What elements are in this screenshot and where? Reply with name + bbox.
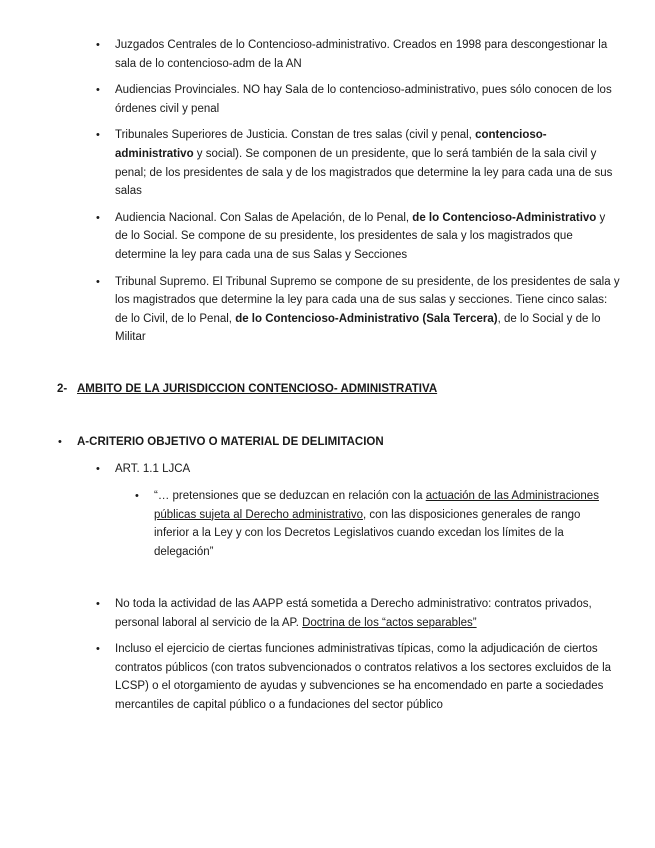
section-heading: 2- AMBITO DE LA JURISDICCION CONTENCIOSO- ADMINISTRATIVA <box>57 383 438 395</box>
list-item-audiencias: • Audiencias Provinciales. NO hay Sala de lo contencioso-administrativo, pues sólo conocen de los órdenes civil y penal <box>115 81 620 118</box>
list-item-tribunal-supremo: • Tribunal Supremo. El Tribunal Supremo se compone de su presidente, de los presidentes de sala y los magistrados que determine la ley para cada una de sus salas y secciones. Tiene cinco salas: de lo Civil, de lo Penal, de lo Contencioso-Administrativo (Sala Tercera), de lo Social y de lo Militar <box>115 273 620 347</box>
bullet-icon: • <box>96 39 100 51</box>
court-list <box>96 36 620 347</box>
list-item-art: • ART. 1.1 LJCA <box>115 460 615 479</box>
list-item-funciones: • Incluso el ejercicio de ciertas funciones administrativas típicas, como la adjudicación de ciertos contratos públicos (con tratos subvencionados o contratos relativos a los sectores excluidos de la LCSP) o el otorgamiento de ayudas y subvenciones se ha encomendado en parte a sociedades mercantiles de capital público o a fundaciones del sector público <box>115 640 615 714</box>
list-item-quote: • “… pretensiones que se deduzcan en relación con la actuación de las Administraciones públicas sujeta al Derecho administrativo, con las disposiciones generales de rango inferior a la Ley y con los Decretos Legislativos cuando excedan los límites de la delegación” <box>154 487 614 561</box>
list-item-actividad-aapp: • No toda la actividad de las AAPP está sometida a Derecho administrativo: contratos privados, personal laboral al servicio de la AP. Doctrina de los “actos separables” <box>115 595 615 632</box>
bullet-icon: • <box>96 463 100 475</box>
list-item-juzgados: • Juzgados Centrales de lo Contencioso-administrativo. Creados en 1998 para descongestionar la sala de lo contencioso-adm de la AN <box>115 36 620 73</box>
quote-link[interactable]: actuación de las Administraciones públicas sujeta al Derecho administrativo <box>154 490 599 521</box>
bullet-icon: • <box>135 490 139 502</box>
bullet-icon: • <box>96 598 100 610</box>
notes-list <box>96 595 615 715</box>
bullet-icon: • <box>96 643 100 656</box>
bullet-icon: • <box>96 84 100 97</box>
quote-list <box>135 487 614 561</box>
bullet-icon: • <box>96 275 100 288</box>
criterio-heading: • A-CRITERIO OBJETIVO O MATERIAL DE DELIMITACION <box>77 433 384 452</box>
art-list <box>96 460 615 479</box>
bullet-icon: • <box>96 211 100 224</box>
list-item-audiencia-nacional: • Audiencia Nacional. Con Salas de Apelación, de lo Penal, de lo Contencioso-Administrativo y de lo Social. Se compone de su presidente, los presidentes de sala y los magistrados que determine la ley para cada una de sus Salas y Secciones <box>115 209 620 265</box>
actos-separables-link[interactable]: Doctrina de los “actos separables” <box>302 616 477 629</box>
bullet-icon: • <box>96 129 100 142</box>
list-item-tsj: • Tribunales Superiores de Justicia. Constan de tres salas (civil y penal, contencioso-administrativo y social). Se componen de un presidente, que lo será también de la sala civil y penal; de los presidentes de sala y de los magistrados que determine la ley para cada una de sus salas <box>115 126 620 200</box>
bullet-icon: • <box>58 436 62 448</box>
